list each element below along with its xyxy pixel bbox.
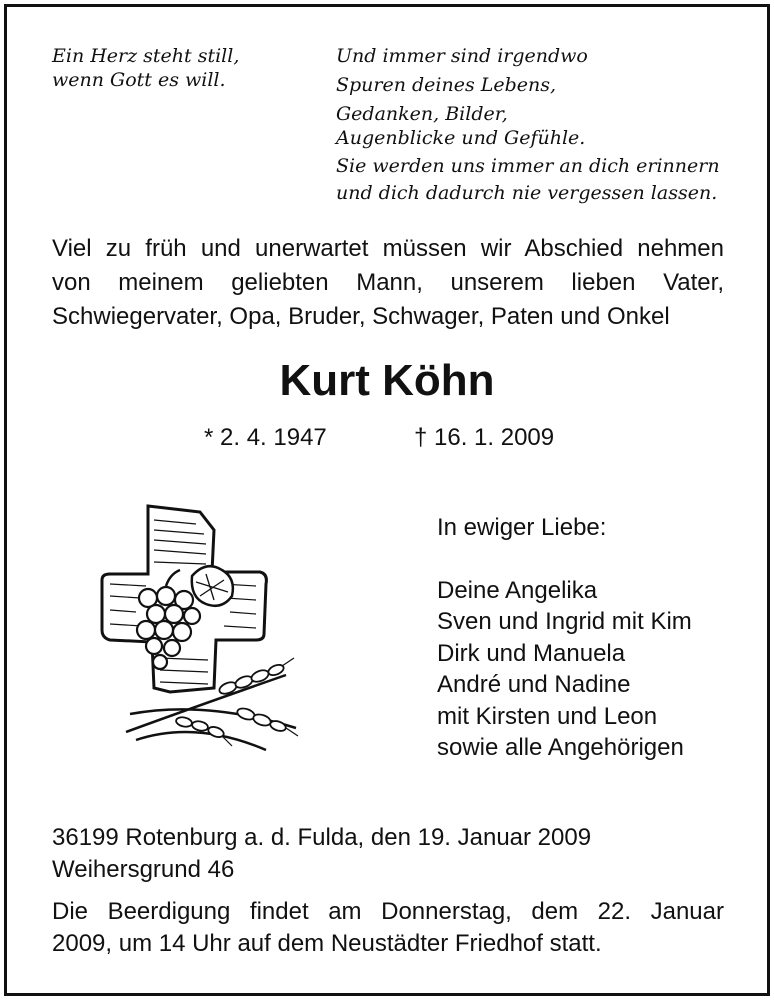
- verse-right-line: Sie werden uns immer an dich erinnern: [336, 155, 720, 177]
- verse-right-line: und dich dadurch nie vergessen lassen.: [336, 182, 718, 204]
- family-member: Sven und Ingrid mit Kim: [437, 608, 692, 635]
- death-date: † 16. 1. 2009: [414, 424, 555, 451]
- family-member: mit Kirsten und Leon: [437, 702, 658, 730]
- family-member: André und Nadine: [437, 671, 631, 698]
- deceased-name: Kurt Köhn: [279, 356, 495, 405]
- intro-line: Schwiegervater, Opa, Bruder, Schwager, Paten und Onkel: [52, 303, 670, 330]
- family-member: Dirk und Manuela: [437, 639, 626, 667]
- funeral-line: Die Beerdigung findet am Donnerstag, dem 22. Januar: [52, 898, 724, 925]
- verse-left-line: Ein Herz steht still,: [52, 45, 240, 67]
- family-list: [437, 512, 692, 764]
- cross-with-grapes-and-wheat-image: [96, 500, 301, 760]
- verse-right-line: Spuren deines Lebens,: [336, 74, 557, 96]
- family-heading: In ewiger Liebe:: [437, 514, 607, 541]
- address-block: [52, 822, 591, 886]
- intro-line: Viel zu früh und unerwartet müssen wir Abschied nehmen: [52, 235, 724, 262]
- verse-right-line: Und immer sind irgendwo: [336, 45, 588, 67]
- intro-text: [52, 232, 724, 334]
- address-line: Weihersgrund 46: [52, 856, 235, 883]
- intro-line: von meinem geliebten Mann, unserem lieben Vater,: [52, 269, 724, 296]
- family-member: sowie alle Angehörigen: [437, 734, 684, 761]
- address-line: 36199 Rotenburg a. d. Fulda, den 19. Januar 2009: [52, 824, 592, 851]
- family-member: Deine Angelika: [437, 576, 598, 604]
- birth-date: * 2. 4. 1947: [204, 424, 327, 451]
- verse-right-line: Augenblicke und Gefühle.: [336, 127, 586, 149]
- verse-left-line: wenn Gott es will.: [52, 69, 226, 91]
- verse-right-line: Gedanken, Bilder,: [336, 103, 508, 125]
- funeral-info: [52, 896, 724, 960]
- funeral-line: 2009, um 14 Uhr auf dem Neustädter Friedhof statt.: [52, 930, 602, 957]
